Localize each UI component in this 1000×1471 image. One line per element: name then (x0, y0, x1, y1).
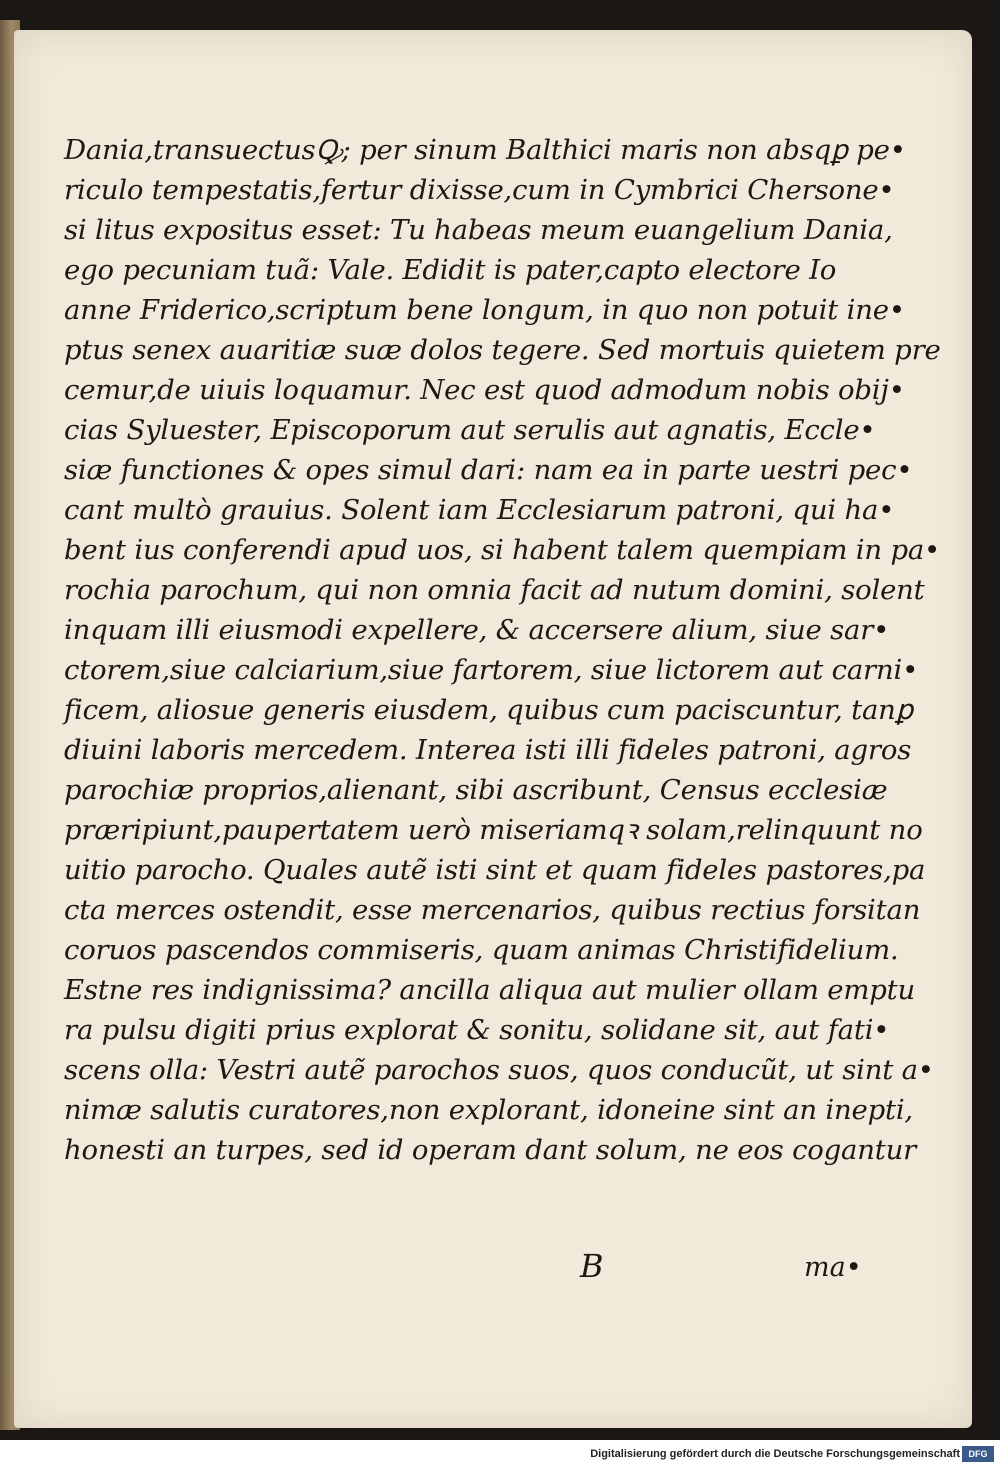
text-line: cias Syluester, Episcoporum aut serulis aut agnatis, Eccle• (64, 414, 876, 446)
signature-mark: B (580, 1247, 604, 1285)
text-line: cant multò grauius. Solent iam Ecclesiarum patroni, qui ha• (64, 494, 895, 526)
text-line: anne Friderico,scriptum bene longum, in quo non potuit ine• (64, 294, 905, 326)
text-line: riculo tempestatis,fertur dixisse,cum in Cymbrici Chersone• (64, 174, 895, 206)
text-line: Dania,transuectusꝘ; per sinum Balthici maris non absqꝑ pe• (64, 134, 906, 166)
text-line: inquam illi eiusmodi expellere, & accersere alium, siue sar• (64, 614, 890, 646)
text-line: cemur,de uiuis loquamur. Nec est quod admodum nobis obij• (64, 374, 905, 406)
text-line: ptus senex auaritiæ suæ dolos tegere. Sed mortuis quietem pre (64, 334, 941, 366)
text-line: diuini laboris mercedem. Interea isti illi fideles patroni, agros (64, 734, 912, 766)
text-block (64, 130, 941, 1170)
dfg-logo-icon[interactable]: DFG (962, 1446, 994, 1462)
text-line: nimæ salutis curatores,non explorant, idoneine sint an inepti, (64, 1094, 913, 1126)
text-line: Estne res indignissima? ancilla aliqua aut mulier ollam emptu (64, 974, 916, 1006)
text-line: bent ius conferendi apud uos, si habent talem quempiam in pa• (64, 534, 941, 566)
text-line: coruos pascendos commiseris, quam animas Christifidelium. (64, 934, 899, 966)
text-line: præripiunt,paupertatem uerò miseriamqꝛ solam,relinquunt no (64, 814, 923, 846)
text-line: cta merces ostendit, esse mercenarios, quibus rectius forsitan (64, 894, 921, 926)
text-line: rochia parochum, qui non omnia facit ad nutum domini, solent (64, 574, 925, 606)
text-line: ego pecuniam tuã: Vale. Edidit is pater,capto electore Io (64, 254, 837, 286)
footer-bar (0, 1440, 1000, 1471)
text-line: si litus expositus esset: Tu habeas meum euangelium Dania, (64, 214, 893, 246)
text-line: uitio parocho. Quales autẽ isti sint et quam fideles pastores,pa (64, 854, 926, 886)
text-line: ra pulsu digiti prius explorat & sonitu, solidane sit, aut fati• (64, 1014, 890, 1046)
text-line: honesti an turpes, sed id operam dant solum, ne eos cogantur (64, 1134, 917, 1166)
text-line: ficem, aliosue generis eiusdem, quibus cum paciscuntur, tanꝑ (64, 694, 913, 726)
text-line: scens olla: Vestri autẽ parochos suos, quos conducũt, ut sint a• (64, 1054, 934, 1086)
text-line: ctorem,siue calciarium,siue fartorem, siue lictorem aut carni• (64, 654, 919, 686)
funding-credit: Digitalisierung gefördert durch die Deutsche Forschungsgemeinschaft (590, 1448, 960, 1460)
book-page (14, 30, 972, 1428)
catchword: ma• (804, 1252, 862, 1283)
text-line: siæ functiones & opes simul dari: nam ea in parte uestri pec• (64, 454, 913, 486)
text-line: parochiæ proprios,alienant, sibi ascribunt, Census ecclesiæ (64, 774, 888, 806)
